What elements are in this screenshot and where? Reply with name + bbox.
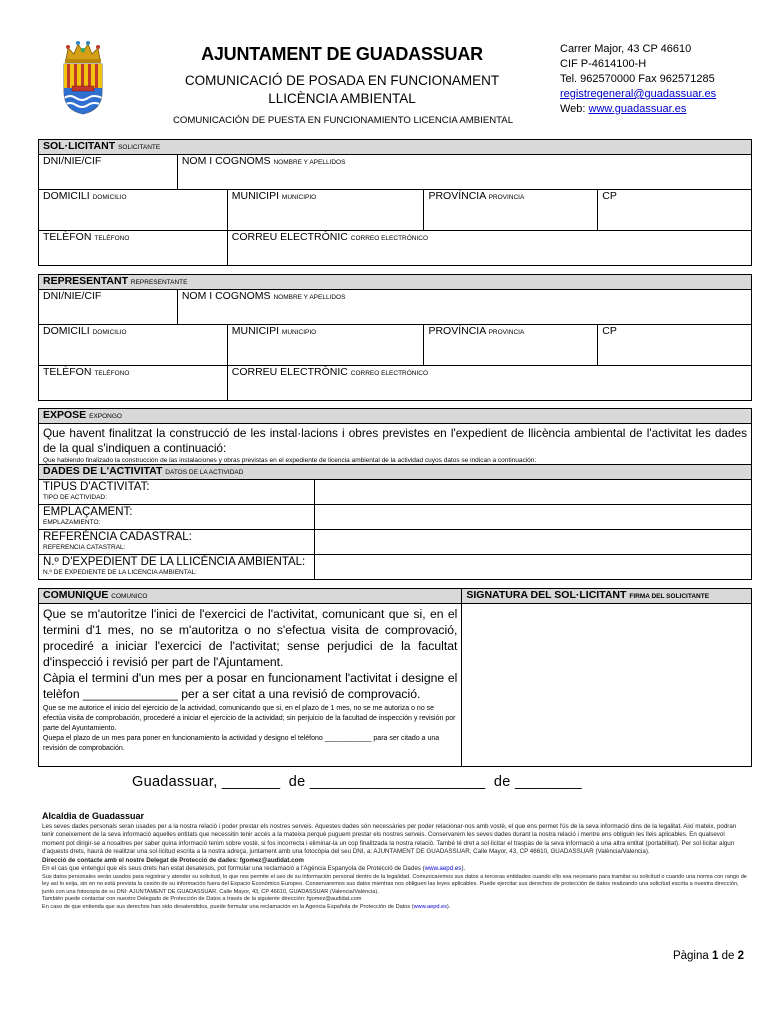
footer-p3: En el cas que entengui que els seus drets han estat desatesos, pot formular una reclamació a l'Agència Espanyola de Protecció de Dades (www.aepd.es). bbox=[42, 865, 466, 872]
referencia-label-es: REFERENCIA CATASTRAL: bbox=[43, 544, 126, 551]
footer-p5: También puede contactar con nuestro Delegado de Protección de Datos a través de la siguiente dirección: fgomez@audidat.com bbox=[42, 896, 362, 903]
page-number: Pàgina 1 de 2 bbox=[672, 950, 744, 962]
contact-block bbox=[560, 42, 760, 117]
referencia-field[interactable] bbox=[314, 530, 751, 555]
footer-p2: Direcció de contacte amb el nostre Delegat de Protecció de dades: fgomez@audidat.com bbox=[42, 856, 304, 864]
signatura-header: SIGNATURA DEL SOL·LICITANT FIRMA DEL SOLICITANTE bbox=[462, 589, 752, 604]
provincia-field[interactable]: PROVÍNCIA PROVINCIA bbox=[424, 190, 598, 231]
rep-cp-field[interactable]: CP bbox=[598, 325, 752, 366]
footer-p6: En caso de que entienda que sus derechos han sido desatendidos, puede formular una reclamación en la Agencia Española de Protección de Datos (www.aepd.es). bbox=[42, 903, 451, 910]
cp-field[interactable]: CP bbox=[598, 190, 752, 231]
form-subtitle bbox=[182, 72, 502, 108]
comunique-header: COMUNIQUE COMUNICO bbox=[39, 589, 462, 604]
day-blank[interactable]: _______ bbox=[221, 774, 281, 790]
date-line bbox=[132, 774, 582, 790]
rep-domicili-field[interactable]: DOMICILI DOMICILIO bbox=[39, 325, 228, 366]
comunique-text-es: Que se me autorice el inicio del ejercicio de la actividad, comunicando que si, en el plazo de 1 mes, no se me autoriza o no se efectúa visita de comprobación, procederé a iniciar el ejercicio de la actividad; sin perjuicio de la facultad de inspección y revisión por parte del Ayuntamiento. bbox=[43, 705, 456, 732]
expedient-label: N.º D'EXPEDIENT DE LA LLICÈNCIA AMBIENTAL: bbox=[43, 556, 306, 568]
telefon-field[interactable]: TELÈFON TELÉFONO bbox=[39, 231, 228, 266]
referencia-label: REFERÈNCIA CADASTRAL: bbox=[43, 531, 192, 543]
expedient-label-es: N.º DE EXPEDIENTE DE LA LICENCIA AMBIENTAL: bbox=[43, 569, 197, 576]
representant-section bbox=[38, 274, 752, 401]
subtitle-es: COMUNICACIÓN DE PUESTA EN FUNCIONAMIENTO LICENCIA AMBIENTAL bbox=[172, 115, 514, 126]
emplacament-label-es: EMPLAZAMIENTO: bbox=[43, 519, 101, 526]
expose-header: EXPOSE EXPONGO bbox=[39, 409, 752, 424]
place-label: Guadassuar, bbox=[132, 774, 218, 790]
footer-p4: Sus datos personales serán usados para registrar y atender su solicitud, lo que nos permite el uso de su información personal dentro de la legalidad. Comunicaremos sus datos a terceras entidades cuando ello sea necesario para tramitar su solicitud o cuando una norma con rango de ley así lo exija, sin en no está prevista la cesión de su información fuera del Espacio Económico Europeo. Conservaremos sus datos mientras nos obliguen las leyes aplicables. Puede ejercitar sus derechos de protección de datos realizando una solicitud escrita a nuestra dirección, junto con una fotocopia de su DNI: AJUNTAMENT DE GUADASSUAR, Calle Mayor, 43, CP 46610, GUADASSUAR (Valencia/València). bbox=[42, 873, 747, 895]
rep-municipi-field[interactable]: MUNICIPI MUNICIPIO bbox=[227, 325, 424, 366]
subtitle-line1: COMUNICACIÓ DE POSADA EN FUNCIONAMENT bbox=[184, 73, 500, 88]
tipus-label: TIPUS D'ACTIVITAT: bbox=[43, 481, 150, 493]
footer-heading: Alcaldia de Guadassuar bbox=[42, 811, 145, 821]
email-link[interactable]: registregeneral@guadassuar.es bbox=[560, 88, 717, 100]
municipi-field[interactable]: MUNICIPI MUNICIPIO bbox=[227, 190, 424, 231]
emplacament-field[interactable] bbox=[314, 505, 751, 530]
expedient-field[interactable] bbox=[314, 555, 751, 580]
web-label: Web: bbox=[560, 103, 589, 115]
solicitant-section bbox=[38, 139, 752, 266]
address-text: Carrer Major, 43 CP 46610 bbox=[560, 43, 692, 55]
expose-section bbox=[38, 408, 752, 467]
comunique-text-1: Que se m'autoritze l'inici de l'exercici de l'activitat, comunicant que si, en el termini d'1 mes, no se m'autoritza o no s'efectua visita de comprovació, procediré a iniciar l'exercici de l'activitat; sense perjudici de la facultat d'inspecció i revisió per part de l'Ajuntament. bbox=[43, 607, 458, 669]
activitat-section bbox=[38, 464, 752, 580]
comunique-text-es-2: Quepa el plazo de un mes para poner en funcionamiento la actividad y designo el teléfono ____________ para ser citado a una revisión de comprobación. bbox=[43, 735, 440, 752]
year-blank[interactable]: ________ bbox=[514, 774, 582, 790]
activitat-header: DADES DE L'ACTIVITAT DATOS DE LA ACTIVIDAD bbox=[39, 465, 752, 480]
comunique-text-2: Càpia el termini d'un mes per a posar en funcionament l'activitat i designe el telèfon ______________ per a ser citat a una revisió de comprovació. bbox=[43, 671, 458, 701]
footer-p1: Les seves dades personals seran usades per a la nostra relació i poder prestar els nostres serveis. Aquestes dades són necessàries per poder relacionar-nos amb vostè, el que ens permet l'ús de la seva informació dins de la legalitat. Així mateix, podran tenir coneixement de la seva informació aquelles entitats que necessitin tenir accés a la mateixa perquè puguem prestar els nostres serveis. Conservarem les seves dades durant la nostra relació i mentre ens obliguin les lleis aplicables. En qualsevol moment pot dirigir-se a nosaltres per saber quina informació tenim sobre vostè, si fos incorrecta i eliminar-la un cop finalitzada la nostra relació. També té dret a sol·licitar el traspàs de la seva informació a una altra entitat (portabilitat). Per sol·licitar algun d'aquests drets, haurà de realitzar una sol·licitud escrita a la nostra adreça, juntament amb una fotocòpia del seu DNI, a: AJUNTAMENT DE GUADASSUAR, Calle Mayor, 43, CP 46610, GUADASSUAR (València/Valencia). bbox=[42, 822, 737, 855]
rep-telefon-field[interactable]: TELÈFON TELÉFONO bbox=[39, 366, 228, 401]
tipus-field[interactable] bbox=[314, 480, 751, 505]
expose-text: Que havent finalitzat la construcció de les instal·lacions i obres previstes en l'expedient de llicència ambiental de l'activitat les dades de la qual s'indiquen a continuació: bbox=[43, 426, 747, 455]
cif-text: CIF P-4614100-H bbox=[560, 58, 647, 70]
privacy-footer bbox=[42, 812, 748, 911]
rep-dni-field[interactable] bbox=[39, 303, 178, 324]
signature-field[interactable] bbox=[462, 604, 752, 767]
dni-label: DNI/NIE/CIF bbox=[39, 155, 178, 169]
expose-text-es: Que habiendo finalizado la construcción de las instalaciones y obras previstas en el expediente de licencia ambiental de la actividad cuyos datos se indican a continuación: bbox=[43, 457, 537, 464]
coat-of-arms-logo bbox=[58, 38, 108, 116]
rep-nom-field[interactable]: NOM I COGNOMS NOMBRE Y APELLIDOS bbox=[177, 290, 751, 325]
web-link[interactable]: www.guadassuar.es bbox=[588, 103, 687, 115]
de-label-2: de bbox=[493, 774, 511, 790]
representant-header: REPRESENTANT REPRESENTANTE bbox=[39, 275, 752, 290]
domicili-field[interactable]: DOMICILI DOMICILIO bbox=[39, 190, 228, 231]
rep-correu-field[interactable]: CORREU ELECTRÒNIC CORREO ELECTRÓNICO bbox=[227, 366, 751, 401]
solicitant-header: SOL·LICITANT SOLICITANTE bbox=[39, 140, 752, 155]
page-title: AJUNTAMENT DE GUADASSUAR bbox=[201, 44, 483, 64]
phone-text: Tel. 962570000 Fax 962571285 bbox=[560, 73, 715, 85]
nom-field[interactable]: NOM I COGNOMS NOMBRE Y APELLIDOS bbox=[177, 155, 751, 190]
aepd-link-2[interactable]: www.aepd.es bbox=[413, 903, 447, 910]
aepd-link-1[interactable]: www.aepd.es bbox=[424, 865, 462, 872]
correu-field[interactable]: CORREU ELECTRÒNIC CORREO ELECTRÓNICO bbox=[227, 231, 751, 266]
rep-dni-label: DNI/NIE/CIF bbox=[39, 290, 178, 304]
tipus-label-es: TIPO DE ACTIVIDAD: bbox=[43, 494, 107, 501]
de-label-1: de bbox=[288, 774, 306, 790]
comunique-section bbox=[38, 588, 752, 767]
rep-provincia-field[interactable]: PROVÍNCIA PROVINCIA bbox=[424, 325, 598, 366]
subtitle-line2: LLICÈNCIA AMBIENTAL bbox=[268, 91, 416, 106]
month-blank[interactable]: _____________________ bbox=[309, 774, 486, 790]
dni-field[interactable] bbox=[39, 168, 178, 189]
emplacament-label: EMPLAÇAMENT: bbox=[43, 506, 133, 518]
